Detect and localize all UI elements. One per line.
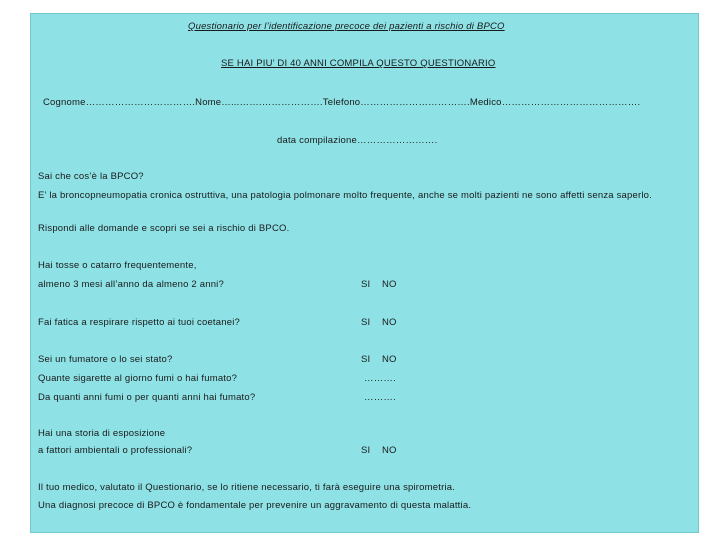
question-6-line-2: a fattori ambientali o professionali?: [38, 445, 193, 456]
questionnaire-panel: [30, 13, 699, 533]
question-5: Da quanti anni fumi o per quanti anni hai fumato?: [38, 392, 256, 403]
title: Questionario per l’identificazione precoce dei pazienti a rischio di BPCO: [188, 21, 505, 32]
answer-yes-6[interactable]: SI: [361, 445, 371, 456]
closing-note-2: Una diagnosi precoce di BPCO è fondamentale per prevenire un aggravamento di questa malattia.: [38, 500, 472, 511]
answer-yes-3[interactable]: SI: [361, 354, 371, 365]
closing-note-1: Il tuo medico, valutato il Questionario, se lo ritiene necessario, ti farà eseguire una spirometria.: [38, 482, 456, 493]
answer-yes-2[interactable]: SI: [361, 317, 371, 328]
answer-yes-1[interactable]: SI: [361, 279, 371, 290]
intro-question: Sai che cos’è la BPCO?: [38, 171, 144, 182]
instruction: Rispondi alle domande e scopri se sei a rischio di BPCO.: [38, 223, 290, 234]
answer-no-3[interactable]: NO: [382, 354, 397, 365]
date-line: data compilazione…………………….: [277, 135, 438, 146]
answer-no-6[interactable]: NO: [382, 445, 397, 456]
question-1-line-2: almeno 3 mesi all’anno da almeno 2 anni?: [38, 279, 224, 290]
question-2: Fai fatica a respirare rispetto ai tuoi coetanei?: [38, 317, 241, 328]
answer-no-1[interactable]: NO: [382, 279, 397, 290]
cigarettes-per-day-blank[interactable]: ……….: [364, 373, 396, 384]
bpco-definition: E’ la broncopneumopatia cronica ostruttiva, una patologia polmonare molto frequente, anche se molti pazienti ne sono affetti senza saperlo.: [38, 190, 652, 201]
question-1-line-1: Hai tosse o catarro frequentemente,: [38, 260, 197, 271]
question-3: Sei un fumatore o lo sei stato?: [38, 354, 173, 365]
question-4: Quante sigarette al giorno fumi o hai fumato?: [38, 373, 238, 384]
question-6-line-1: Hai una storia di esposizione: [38, 428, 166, 439]
answer-no-2[interactable]: NO: [382, 317, 397, 328]
personal-fields-line: Cognome…………………………….Nome…...…….……………….Telefono…………………………….Medico…………………………………….: [43, 97, 641, 108]
smoking-years-blank[interactable]: ……….: [364, 392, 396, 403]
subtitle: SE HAI PIU’ DI 40 ANNI COMPILA QUESTO QUESTIONARIO: [221, 58, 496, 69]
